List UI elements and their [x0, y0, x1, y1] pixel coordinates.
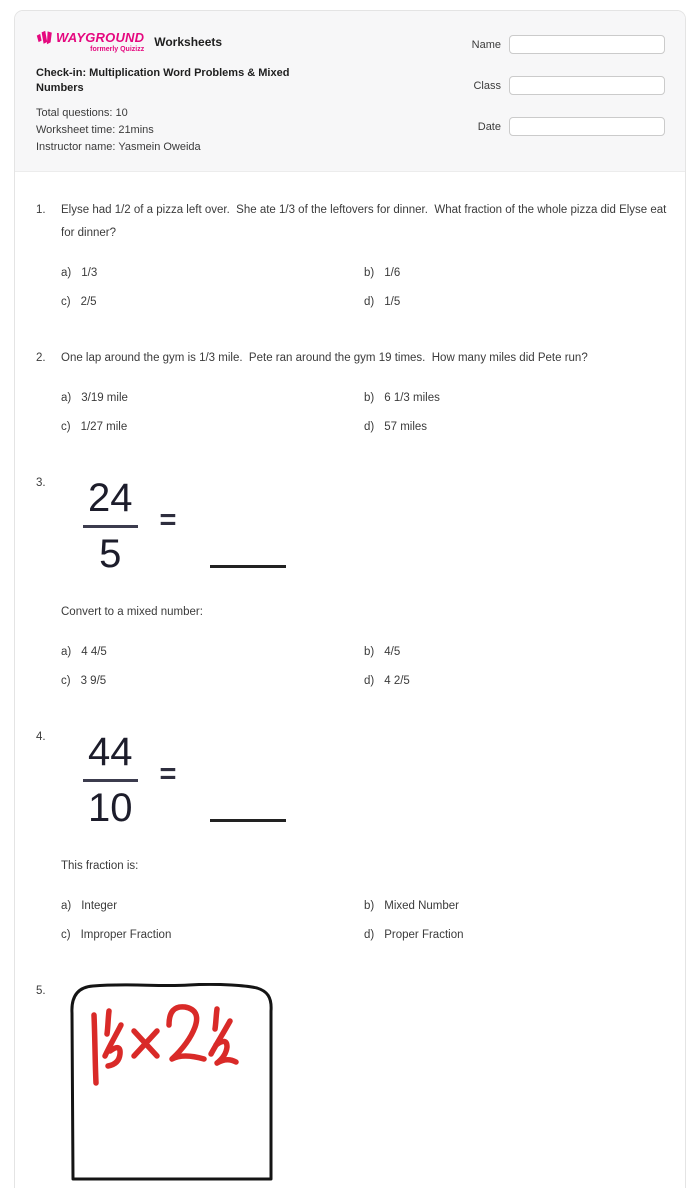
worksheet-header — [15, 11, 685, 172]
total-questions: Total questions: 10 — [36, 107, 128, 119]
date-label: Date — [477, 120, 501, 133]
worksheet-time: Worksheet time: 21mins — [36, 124, 154, 136]
question-2 — [36, 347, 671, 435]
name-label: Name — [471, 38, 501, 51]
option-a: a) Integer — [61, 900, 118, 912]
brand-row — [36, 30, 304, 53]
product-name: Worksheets — [154, 34, 223, 49]
question-number: 5. — [36, 985, 46, 997]
name-input[interactable] — [509, 35, 665, 54]
option-c: c) Improper Fraction — [61, 929, 172, 941]
worksheet-title: Check-in: Multiplication Word Problems & Mixed Numbers — [36, 67, 290, 94]
option-c: c) 1/27 mile — [61, 421, 128, 433]
answer-options — [61, 645, 671, 689]
question-number: 2. — [36, 352, 46, 364]
instructor-name: Instructor name: Yasmein Oweida — [36, 141, 201, 153]
option-b: b) 6 1/3 miles — [364, 392, 440, 404]
brand-tagline: formerly Quizizz — [90, 46, 145, 53]
answer-blank-line — [210, 819, 286, 822]
fraction-image — [83, 476, 671, 576]
option-c: c) 2/5 — [61, 296, 97, 308]
answer-options — [61, 899, 671, 943]
answer-options — [61, 391, 671, 435]
answer-blank-line — [210, 565, 286, 568]
option-a: a) 3/19 mile — [61, 392, 128, 404]
question-text: One lap around the gym is 1/3 mile. Pete ran around the gym 19 times. How many miles did Pete run? — [61, 352, 588, 364]
handwritten-expression-image — [69, 983, 275, 1183]
question-4 — [36, 726, 671, 943]
worksheet-info — [36, 30, 304, 156]
fraction-denominator: 5 — [99, 532, 122, 576]
worksheet-page — [14, 10, 686, 1188]
wayground-w-icon — [36, 30, 53, 45]
wayground-logo — [36, 30, 144, 53]
answer-options — [61, 266, 671, 310]
class-field-row — [461, 76, 665, 95]
class-input[interactable] — [509, 76, 665, 95]
option-d: d) Proper Fraction — [364, 929, 464, 941]
equals-sign: = — [159, 757, 177, 790]
date-input[interactable] — [509, 117, 665, 136]
brand-wordmark: WAYGROUND — [56, 30, 145, 45]
name-field-row — [461, 35, 665, 54]
question-5 — [36, 980, 671, 1188]
option-b: b) Mixed Number — [364, 900, 460, 912]
option-b: b) 4/5 — [364, 646, 401, 658]
student-fields — [461, 30, 665, 156]
question-number: 4. — [36, 731, 46, 743]
question-text: This fraction is: — [61, 860, 139, 872]
fraction-numerator: 44 — [83, 732, 138, 782]
option-d: d) 4 2/5 — [364, 675, 410, 687]
fraction-numerator: 24 — [83, 478, 138, 528]
equals-sign: = — [159, 503, 177, 536]
question-text: Elyse had 1/2 of a pizza left over. She ate 1/3 of the leftovers for dinner. What fraction of the whole pizza did Elyse eat for dinner? — [61, 204, 670, 239]
fraction-image — [83, 730, 671, 830]
question-1 — [36, 199, 671, 310]
question-text: Convert to a mixed number: — [61, 606, 203, 618]
fraction-denominator: 10 — [88, 786, 133, 830]
class-label: Class — [473, 79, 501, 92]
option-c: c) 3 9/5 — [61, 675, 107, 687]
date-field-row — [461, 117, 665, 136]
option-a: a) 1/3 — [61, 267, 98, 279]
option-d: d) 57 miles — [364, 421, 428, 433]
question-number: 3. — [36, 477, 46, 489]
option-a: a) 4 4/5 — [61, 646, 107, 658]
question-3 — [36, 472, 671, 689]
questions-list — [15, 172, 685, 1188]
option-d: d) 1/5 — [364, 296, 401, 308]
option-b: b) 1/6 — [364, 267, 401, 279]
question-number: 1. — [36, 204, 46, 216]
